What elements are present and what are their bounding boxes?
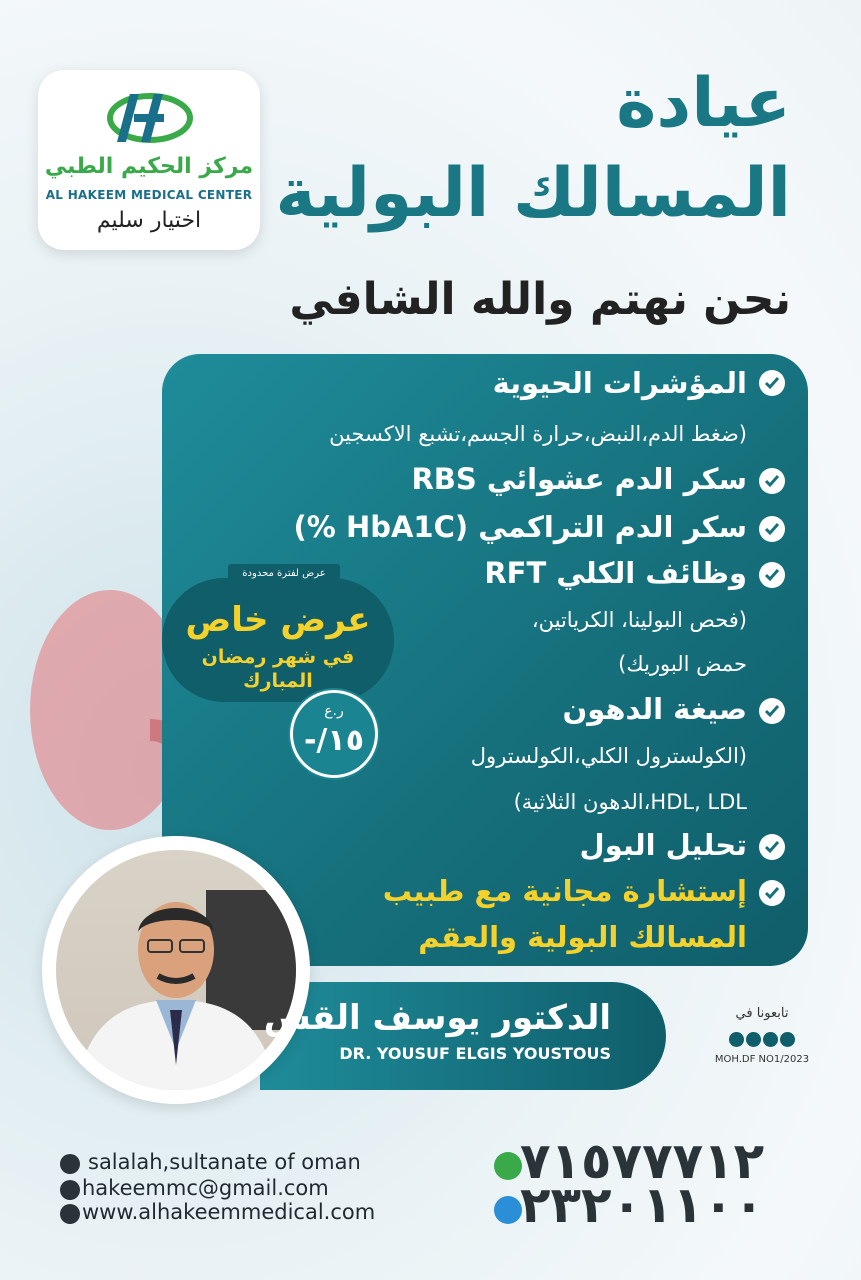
logo-tagline: اختيار سليم bbox=[96, 208, 202, 233]
slogan: نحن نهتم والله الشافي bbox=[289, 274, 791, 325]
offer-subtitle bbox=[162, 646, 394, 694]
service-rft-detail1: (فحص البولينا، الكرياتين، bbox=[531, 608, 747, 632]
contact-email[interactable]: hakeemmc@gmail.com bbox=[82, 1176, 329, 1200]
offer-subtitle-line2: المبارك bbox=[243, 669, 313, 692]
license-number: MOH.DF NO1/2023 bbox=[714, 1054, 810, 1065]
logo-name-en: AL HAKEEM MEDICAL CENTER bbox=[45, 188, 253, 202]
service-rft-detail2: حمض البوريك) bbox=[618, 652, 747, 676]
check-icon bbox=[759, 698, 785, 724]
whatsapp-icon[interactable] bbox=[729, 1032, 744, 1047]
location-icon bbox=[60, 1154, 80, 1174]
instagram-icon[interactable] bbox=[763, 1032, 778, 1047]
service-vital: المؤشرات الحيوية bbox=[492, 366, 747, 400]
service-lipid: صيغة الدهون bbox=[562, 692, 747, 726]
service-consult1: إستشارة مجانية مع طبيب bbox=[382, 874, 747, 908]
phone-icon bbox=[494, 1196, 522, 1224]
doctor-name-en: DR. YOUSUF ELGIS YOUSTOUS bbox=[339, 1044, 611, 1063]
whatsapp-number[interactable]: ٧١٥٧٧٧١٢ bbox=[520, 1132, 765, 1190]
title-line2: المسالك البولية bbox=[275, 154, 791, 233]
service-vital-detail: (ضغط الدم،النبض،حرارة الجسم،تشبع الاكسجين bbox=[329, 422, 747, 446]
logo-icon bbox=[106, 86, 194, 150]
price-currency: ر.ع bbox=[324, 703, 344, 719]
service-lipid-detail1: (الكولسترول الكلي،الكولسترول bbox=[470, 744, 747, 768]
check-icon bbox=[759, 468, 785, 494]
service-consult2: المسالك البولية والعقم bbox=[418, 920, 747, 954]
check-icon bbox=[759, 516, 785, 542]
service-urine: تحليل البول bbox=[579, 828, 747, 862]
doctor-name-ar: الدكتور يوسف القس bbox=[263, 998, 611, 1038]
title-line1: عيادة bbox=[616, 64, 791, 143]
contact-website[interactable]: www.alhakeemmedical.com bbox=[82, 1200, 376, 1224]
offer-title: عرض خاص bbox=[185, 600, 371, 640]
check-icon bbox=[759, 880, 785, 906]
twitter-icon[interactable] bbox=[780, 1032, 795, 1047]
offer-subtitle-line1: في شهر رمضان bbox=[201, 646, 355, 668]
service-rft: وظائف الكلي RFT bbox=[484, 556, 747, 590]
follow-label: تابعونا في bbox=[735, 1006, 789, 1021]
phone-number[interactable]: ٢٣٢٠١١٠٠ bbox=[520, 1176, 765, 1234]
check-icon bbox=[759, 370, 785, 396]
price-value: -/١٥ bbox=[303, 723, 365, 758]
service-hba1c: سكر الدم التراكمي (HbA1C %) bbox=[293, 510, 747, 544]
check-icon bbox=[759, 834, 785, 860]
contact-address: salalah,sultanate of oman bbox=[88, 1150, 361, 1174]
social-icons bbox=[712, 1032, 812, 1051]
check-icon bbox=[759, 562, 785, 588]
offer-limited: عرض لفترة محدودة bbox=[228, 564, 340, 584]
email-icon bbox=[60, 1180, 80, 1200]
service-lipid-detail2: HDL, LDL،الدهون الثلاثية) bbox=[513, 790, 747, 814]
whatsapp-phone-icon bbox=[494, 1152, 522, 1180]
price-badge bbox=[290, 690, 378, 778]
logo-name-ar: مركز الحكيم الطبي bbox=[44, 154, 254, 179]
doctor-illustration bbox=[56, 850, 296, 1090]
globe-icon bbox=[60, 1204, 80, 1224]
facebook-icon[interactable] bbox=[746, 1032, 761, 1047]
logo-card bbox=[38, 70, 260, 250]
service-rbs: سكر الدم عشوائي RBS bbox=[411, 462, 747, 496]
doctor-photo bbox=[56, 850, 296, 1090]
